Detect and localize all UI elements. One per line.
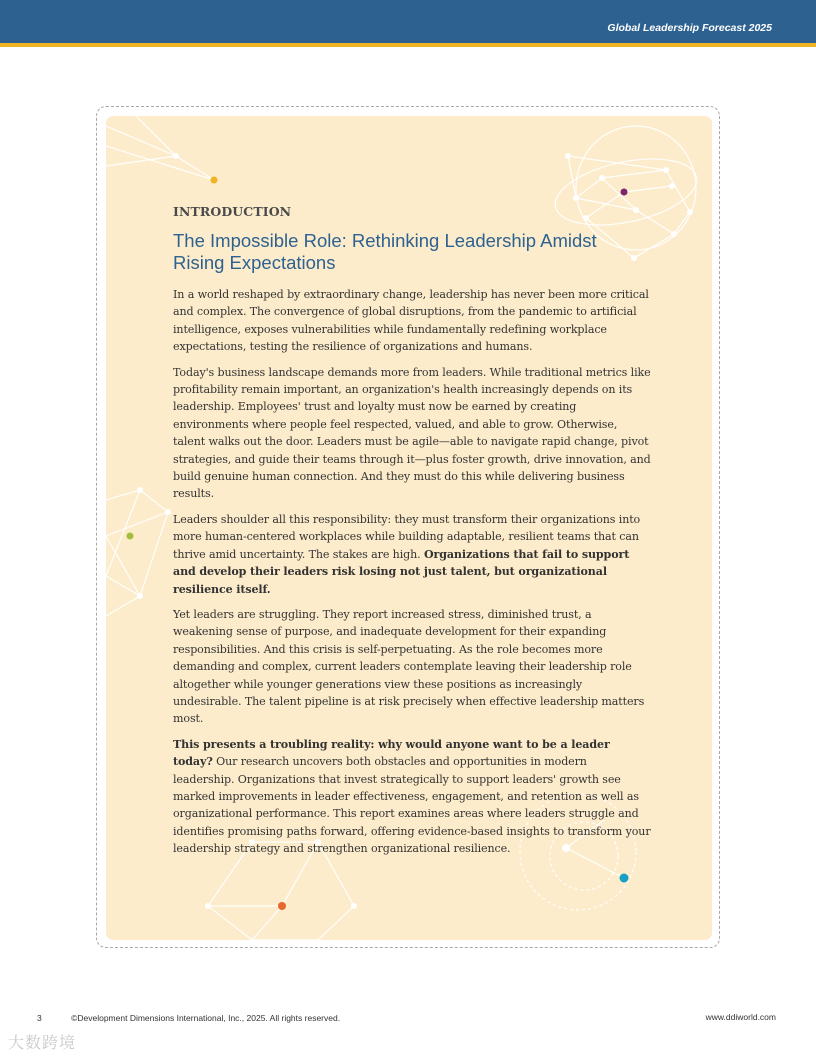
heading-line-2: Rising Expectations (173, 252, 336, 273)
website-link[interactable]: www.ddiworld.com (705, 1012, 776, 1022)
heading-line-1: The Impossible Role: Rethinking Leadership Amidst (173, 230, 597, 251)
section-eyebrow: INTRODUCTION (173, 204, 292, 219)
paragraph-3-emphasis: Organizations that fail to support and develop their leaders risk losing not just talent, but organizational resilience itself. (173, 547, 630, 596)
footer-left (37, 1013, 340, 1023)
paragraph-1: In a world reshaped by extraordinary change, leadership has never been more critical and complex. The convergence of global disruptions, from the pandemic to artificial intelligence, exposes vulnerabilities while fundamentally redefining workplace expectations, testing the resilience of organizations and humans. (173, 288, 649, 354)
accent-dot-teal (620, 874, 629, 883)
intro-content (173, 204, 651, 866)
header-bar (0, 0, 816, 47)
copyright-text: ©Development Dimensions International, Inc., 2025. All rights reserved. (71, 1013, 341, 1023)
paragraph-5-lead: This presents a troubling reality: why would anyone want to be a leader today? (173, 737, 610, 769)
accent-dot-orange (278, 902, 286, 910)
accent-dot-green (127, 533, 134, 540)
watermark-logo: 大数跨境 (8, 1033, 77, 1052)
section-heading (173, 230, 651, 274)
paragraph-4: Yet leaders are struggling. They report increased stress, diminished trust, a weakening sense of purpose, and inadequate development for their expanding responsibilities. And this crisis is self-perpetuating. As the role becomes more demanding and complex, current leaders contemplate leaving their leadership role altogether while younger generations view these positions as increasingly undesirable. The talent pipeline is at risk precisely when effective leadership matters most. (173, 607, 645, 726)
paragraph-2: Today's business landscape demands more from leaders. While traditional metrics like profitability remain important, an organization's health increasingly depends on its leadership. Employees' trust and loyalty must now be earned by creating environments where people feel respected, valued, and able to grow. Otherwise, talent walks out the door. Leaders must be agile—able to navigate rapid change, pivot strategies, and guide their teams through it—plus foster growth, drive innovation, and build genuine human connection. And they must do this while delivering business results. (173, 365, 651, 501)
report-title: Global Leadership Forecast 2025 (607, 22, 772, 34)
accent-dot-gold (211, 177, 218, 184)
paragraph-3: Leaders shoulder all this responsibility: they must transform their organizations into more human-centered workplaces while building adaptable, resilient teams that can thrive amid uncertainty. The stakes are high. Organizations that fail to support and develop their leaders risk losing not just talent, but organizational resilience itself. (173, 512, 641, 596)
accent-dot-purple (621, 189, 628, 196)
page-number: 3 (37, 1013, 42, 1023)
paragraph-5: This presents a troubling reality: why would anyone want to be a leader today? Our research uncovers both obstacles and opportunities in modern leadership. Organizations that invest strategically to support leaders' growth see marked improvements in leader effectiveness, engagement, and retention as well as organizational performance. This report examines areas where leaders struggle and identifies promising paths forward, offering evidence-based insights to transform your leadership strategy and strengthen organizational resilience. (173, 737, 651, 856)
